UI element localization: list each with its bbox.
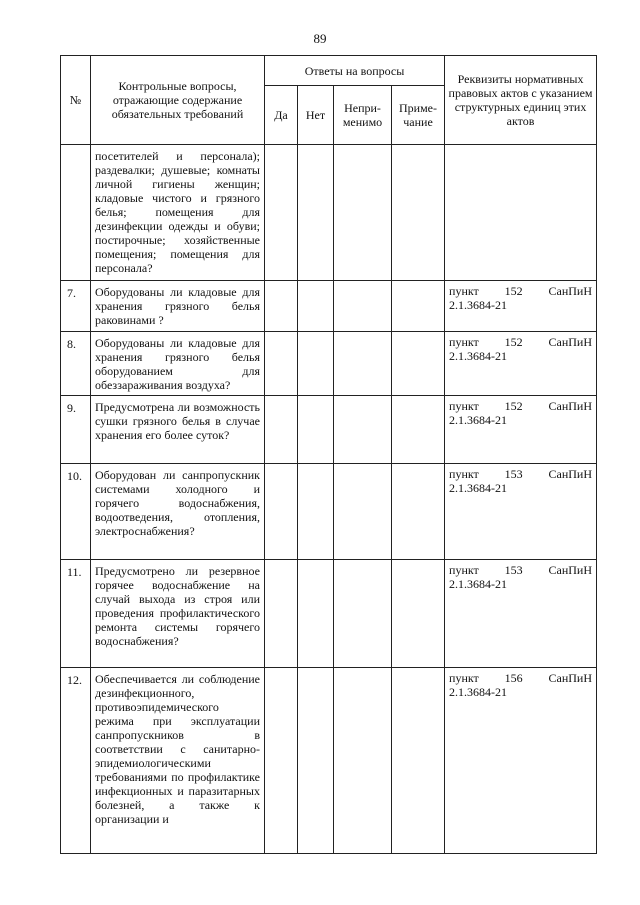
row-number: 12. [61, 668, 91, 854]
req-act-number: 2.1.3684-21 [449, 481, 508, 495]
row-requisites [445, 560, 597, 668]
answer-not-applicable-cell[interactable] [334, 281, 392, 332]
row-number: 11. [61, 560, 91, 668]
checklist-table [60, 55, 597, 854]
row-question: посетителей и персонала); раздевалки; душевые; комнаты личной гигиены женщин; кладовые чистого и грязного белья; помещения для дезинфекции одежды и обуви; постирочные; хозяйственные помещения; помещения для персонала? [91, 145, 265, 281]
row-number [61, 145, 91, 281]
row-question: Оборудован ли санпропускник системами холодного и горячего водоснабжения, водоотведения, отопления, электроснабжения? [91, 464, 265, 560]
req-clause-number: 156 [504, 671, 523, 685]
req-clause-number: 152 [504, 284, 523, 298]
row-question: Обеспечивается ли соблюдение дезинфекционного, противоэпидемического режима при эксплуатации санпропускников в соответствии с санитарно-эпидемиологическими требованиями по профилактике инфекционных и паразитарных болезней, а также к организации и [91, 668, 265, 854]
req-clause-label: пункт [449, 467, 479, 481]
req-clause-number: 152 [504, 335, 523, 349]
answer-yes-cell[interactable] [265, 396, 298, 464]
answer-no-cell[interactable] [298, 464, 334, 560]
answer-not-applicable-cell[interactable] [334, 396, 392, 464]
answer-no-cell[interactable] [298, 668, 334, 854]
table-row [61, 145, 597, 281]
table-row [61, 332, 597, 396]
row-number: 9. [61, 396, 91, 464]
answer-no-cell[interactable] [298, 145, 334, 281]
req-act-name: СанПиН [548, 671, 593, 685]
answer-yes-cell[interactable] [265, 281, 298, 332]
header-yes: Да [265, 86, 298, 145]
answer-note-cell[interactable] [392, 464, 445, 560]
req-act-name: СанПиН [548, 399, 593, 413]
answer-note-cell[interactable] [392, 332, 445, 396]
req-clause-label: пункт [449, 284, 479, 298]
header-answers-group: Ответы на вопросы [265, 56, 445, 86]
req-act-number: 2.1.3684-21 [449, 577, 508, 591]
req-clause-label: пункт [449, 563, 479, 577]
req-clause-number: 153 [504, 563, 523, 577]
header-no: Нет [298, 86, 334, 145]
row-number: 8. [61, 332, 91, 396]
answer-not-applicable-cell[interactable] [334, 464, 392, 560]
row-number: 10. [61, 464, 91, 560]
answer-not-applicable-cell[interactable] [334, 668, 392, 854]
row-question: Предусмотрено ли резервное горячее водоснабжение на случай выхода из строя или проведения профилактического ремонта системы горячего водоснабжения? [91, 560, 265, 668]
answer-not-applicable-cell[interactable] [334, 332, 392, 396]
answer-note-cell[interactable] [392, 668, 445, 854]
page-number: 89 [313, 31, 327, 46]
row-question: Оборудованы ли кладовые для хранения грязного белья раковинами ? [91, 281, 265, 332]
row-requisites [445, 281, 597, 332]
answer-no-cell[interactable] [298, 560, 334, 668]
header-question: Контрольные вопросы, отражающие содержание обязательных требований [91, 56, 265, 145]
row-requisites [445, 464, 597, 560]
answer-note-cell[interactable] [392, 145, 445, 281]
row-question: Предусмотрена ли возможность сушки грязного белья в случае хранения его более суток? [91, 396, 265, 464]
req-act-number: 2.1.3684-21 [449, 298, 508, 312]
table-row [61, 668, 597, 854]
req-clause-number: 153 [504, 467, 523, 481]
answer-note-cell[interactable] [392, 560, 445, 668]
answer-yes-cell[interactable] [265, 560, 298, 668]
header-note: Приме-чание [392, 86, 445, 145]
answer-yes-cell[interactable] [265, 145, 298, 281]
row-number: 7. [61, 281, 91, 332]
req-clause-label: пункт [449, 671, 479, 685]
row-requisites [445, 396, 597, 464]
req-act-number: 2.1.3684-21 [449, 685, 508, 699]
header-requisites: Реквизиты нормативных правовых актов с указанием структурных единиц этих актов [445, 56, 597, 145]
answer-not-applicable-cell[interactable] [334, 145, 392, 281]
req-clause-label: пункт [449, 335, 479, 349]
header-not-applicable: Непри-менимо [334, 86, 392, 145]
req-act-name: СанПиН [548, 335, 593, 349]
answer-yes-cell[interactable] [265, 332, 298, 396]
row-question: Оборудованы ли кладовые для хранения грязного белья оборудованием для обеззараживания воздуха? [91, 332, 265, 396]
header-num: № [61, 56, 91, 145]
answer-not-applicable-cell[interactable] [334, 560, 392, 668]
answer-note-cell[interactable] [392, 281, 445, 332]
table-row [61, 560, 597, 668]
answer-yes-cell[interactable] [265, 668, 298, 854]
answer-note-cell[interactable] [392, 396, 445, 464]
row-requisites [445, 668, 597, 854]
row-requisites [445, 145, 597, 281]
answer-no-cell[interactable] [298, 396, 334, 464]
req-act-name: СанПиН [548, 563, 593, 577]
req-act-name: СанПиН [548, 284, 593, 298]
answer-yes-cell[interactable] [265, 464, 298, 560]
req-act-number: 2.1.3684-21 [449, 413, 508, 427]
answer-no-cell[interactable] [298, 332, 334, 396]
answer-no-cell[interactable] [298, 281, 334, 332]
table-row [61, 281, 597, 332]
req-act-name: СанПиН [548, 467, 593, 481]
req-act-number: 2.1.3684-21 [449, 349, 508, 363]
row-requisites [445, 332, 597, 396]
req-clause-number: 152 [504, 399, 523, 413]
table-row [61, 396, 597, 464]
table-row [61, 464, 597, 560]
req-clause-label: пункт [449, 399, 479, 413]
